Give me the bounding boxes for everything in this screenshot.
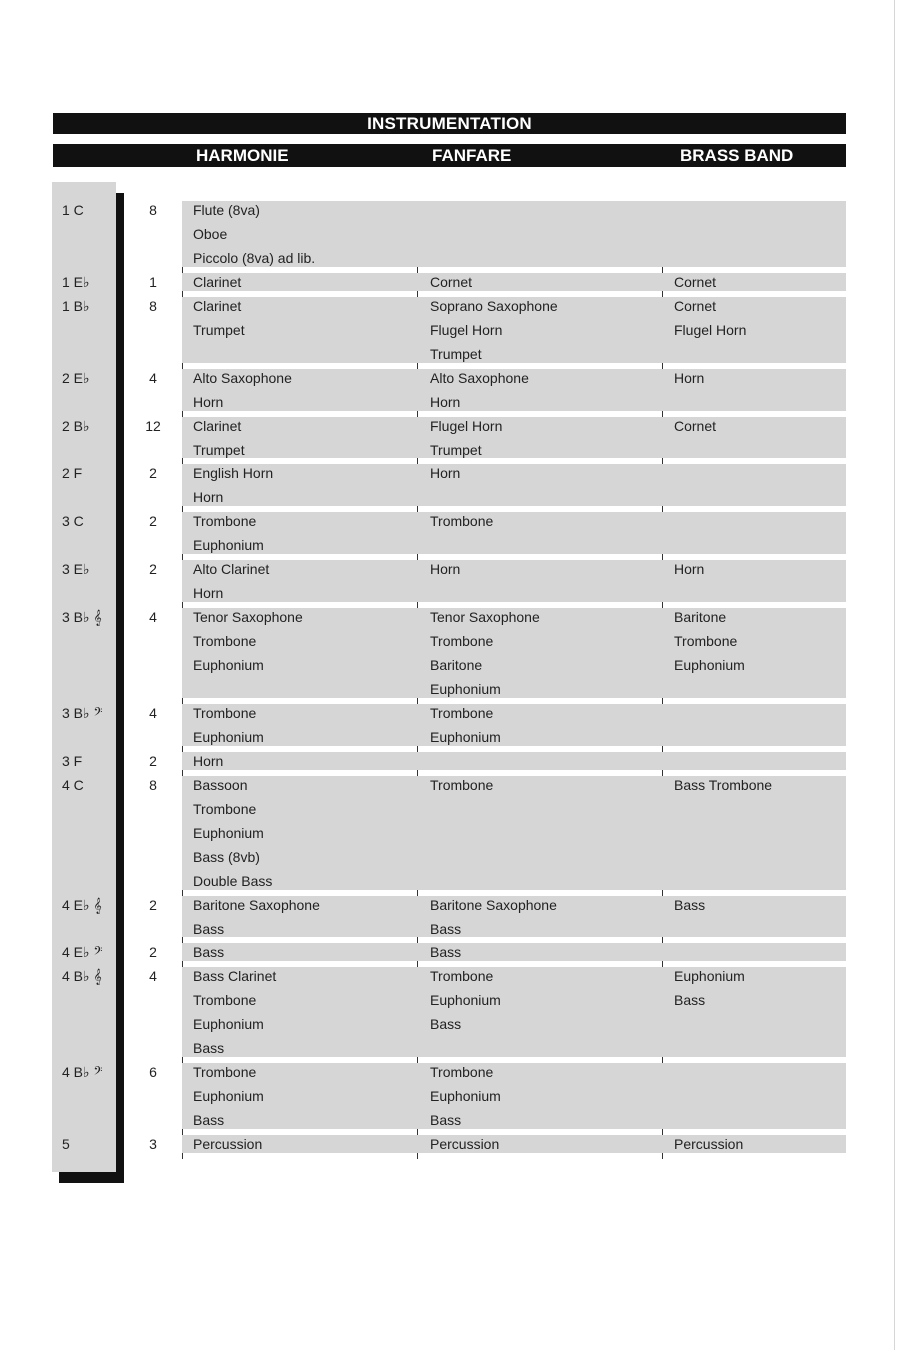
instrument-name: Piccolo (8va) ad lib. (193, 250, 316, 266)
instrument-name: Euphonium (193, 824, 264, 841)
instrument-name: Bass Clarinet (193, 968, 277, 985)
instrument-name: Bass (674, 992, 706, 1009)
instrument-name: Euphonium (430, 992, 501, 1009)
part-key: 1 E♭ (62, 273, 90, 290)
cell-fanfare (430, 366, 529, 414)
instrument-name: Horn (430, 393, 461, 410)
instrument-name: Horn (193, 393, 224, 410)
instrument-name: Trombone (430, 968, 494, 985)
instrument-name: Bass (193, 1040, 225, 1057)
instrument-name: Euphonium (430, 728, 501, 745)
part-key: 4 B♭ 𝄢 (62, 1064, 103, 1081)
instrument-name: Trombone (430, 776, 494, 793)
table-row-background (182, 1135, 846, 1153)
cell-fanfare (430, 461, 460, 485)
instrument-name: Horn (193, 585, 224, 602)
instrument-name: Horn (674, 561, 705, 578)
key-column-footer-bar (59, 1172, 124, 1183)
instrument-name: Flugel Horn (430, 417, 503, 434)
part-count: 8 (149, 776, 157, 793)
instrument-name: Trumpet (193, 321, 245, 338)
part-count: 2 (149, 944, 157, 961)
cell-fanfare (430, 270, 472, 294)
cell-fanfare (430, 701, 501, 749)
instrument-name: Trombone (674, 633, 738, 650)
header-harmonie: HARMONIE (196, 146, 289, 165)
instrument-name: Soprano Saxophone (430, 297, 558, 314)
cell-fanfare (430, 414, 502, 462)
instrument-name: Bass (193, 944, 225, 961)
cell-harmonie (193, 1132, 262, 1156)
instrument-name: Trombone (193, 704, 257, 721)
table-row-background (182, 560, 846, 602)
instrument-name: Bass (430, 1016, 462, 1033)
part-key: 3 C (62, 513, 84, 530)
instrument-name: Percussion (193, 1136, 263, 1153)
part-count: 4 (149, 609, 157, 626)
instrument-name: Bass (674, 896, 706, 913)
part-key: 3 F (62, 752, 83, 769)
part-key: 5 (62, 1136, 70, 1153)
instrument-name: Trumpet (193, 441, 245, 458)
cell-harmonie (193, 557, 269, 605)
part-key: 3 B♭ 𝄞 (62, 609, 102, 626)
table-row-background (182, 464, 846, 506)
instrument-name: Baritone (430, 657, 483, 674)
part-key: 3 B♭ 𝄢 (62, 704, 103, 721)
instrument-name: Horn (674, 369, 705, 386)
instrument-name: Euphonium (430, 1088, 501, 1105)
instrument-name: Baritone Saxophone (193, 896, 320, 913)
instrument-name: English Horn (193, 465, 274, 482)
instrument-name: Flugel Horn (430, 321, 503, 338)
instrument-name: Percussion (430, 1136, 500, 1153)
cell-harmonie (193, 940, 224, 964)
instrument-name: Euphonium (674, 657, 745, 674)
part-count: 2 (149, 465, 157, 482)
table-row-background (182, 512, 846, 554)
cell-harmonie (193, 893, 320, 941)
cell-harmonie (193, 773, 272, 893)
instrument-name: Euphonium (430, 681, 501, 698)
cell-brass-band (674, 773, 772, 797)
cell-brass-band (674, 366, 704, 390)
instrument-name: Euphonium (193, 657, 264, 674)
cell-fanfare (430, 773, 493, 797)
instrument-name: Trumpet (430, 441, 482, 458)
cell-harmonie (193, 461, 273, 509)
cell-fanfare (430, 940, 461, 964)
cell-fanfare (430, 1132, 499, 1156)
part-count: 8 (149, 297, 157, 314)
part-key: 3 E♭ (62, 561, 90, 578)
table-row-background (182, 943, 846, 961)
instrument-name: Trombone (193, 513, 257, 530)
instrumentation-title: INSTRUMENTATION (53, 113, 846, 134)
instrument-name: Bass Trombone (674, 776, 773, 793)
key-column-divider (116, 193, 124, 1183)
cell-brass-band (674, 270, 716, 294)
part-key: 4 E♭ 𝄢 (62, 944, 103, 961)
instrument-name: Euphonium (193, 1088, 264, 1105)
instrument-name: Trombone (193, 1064, 257, 1081)
cell-fanfare (430, 893, 557, 941)
part-count: 4 (149, 704, 157, 721)
header-brass-band: BRASS BAND (680, 146, 794, 165)
part-count: 2 (149, 561, 157, 578)
cell-harmonie (193, 294, 245, 342)
instrumentation-table (182, 201, 846, 1159)
cell-brass-band (674, 605, 745, 677)
instrument-name: Horn (193, 489, 224, 506)
instrument-name: Trombone (430, 704, 494, 721)
instrument-name: Horn (430, 561, 461, 578)
cell-brass-band (674, 414, 716, 438)
instrument-name: Horn (193, 752, 224, 769)
instrument-name: Cornet (674, 297, 717, 314)
cell-fanfare (430, 605, 540, 701)
cell-fanfare (430, 294, 558, 366)
cell-brass-band (674, 1132, 743, 1156)
part-key: 2 F (62, 465, 83, 482)
cell-brass-band (674, 557, 704, 581)
cell-fanfare (430, 1060, 501, 1132)
instrument-name: Clarinet (193, 273, 242, 290)
instrument-name: Euphonium (193, 1016, 264, 1033)
part-key: 1 C (62, 202, 84, 218)
instrument-name: Tenor Saxophone (193, 609, 303, 626)
instrument-name: Trombone (430, 1064, 494, 1081)
instrument-name: Tenor Saxophone (430, 609, 540, 626)
instrument-name: Bass (193, 1112, 225, 1129)
cell-harmonie (193, 198, 315, 270)
instrument-name: Clarinet (193, 297, 242, 314)
cell-harmonie (193, 270, 241, 294)
instrument-name: Percussion (674, 1136, 744, 1153)
part-key: 4 E♭ 𝄞 (62, 896, 102, 913)
instrument-name: Cornet (430, 273, 473, 290)
cell-harmonie (193, 366, 292, 414)
cell-harmonie (193, 414, 245, 462)
part-count: 6 (149, 1064, 157, 1081)
instrument-name: Flugel Horn (674, 321, 747, 338)
instrument-name: Trombone (193, 633, 257, 650)
instrument-name: Alto Clarinet (193, 561, 270, 578)
cell-harmonie (193, 605, 303, 677)
instrument-name: Trombone (430, 513, 494, 530)
instrument-name: Bass (8vb) (193, 848, 260, 865)
instrument-name: Baritone (674, 609, 727, 626)
part-key: 2 E♭ (62, 369, 90, 386)
part-count: 12 (145, 417, 161, 434)
cell-harmonie (193, 701, 264, 749)
instrument-name: Trombone (430, 633, 494, 650)
part-count: 4 (149, 369, 157, 386)
part-key: 2 B♭ (62, 417, 90, 434)
instrument-name: Alto Saxophone (430, 369, 529, 386)
part-key: 4 C (62, 776, 84, 793)
instrument-name: Oboe (193, 226, 228, 242)
table-row-background (182, 752, 846, 770)
instrument-name: Cornet (674, 273, 717, 290)
instrument-name: Double Bass (193, 872, 273, 889)
instrument-name: Clarinet (193, 417, 242, 434)
part-key: 1 B♭ (62, 297, 90, 314)
instrument-name: Bass (430, 920, 462, 937)
table-row-background (182, 704, 846, 746)
cell-brass-band (674, 964, 745, 1012)
instrument-name: Bassoon (193, 776, 248, 793)
part-count: 2 (149, 896, 157, 913)
instrument-name: Bass (430, 1112, 462, 1129)
instrument-name: Alto Saxophone (193, 369, 292, 386)
instrument-name: Cornet (674, 417, 717, 434)
instrument-name: Trombone (193, 992, 257, 1009)
part-count: 3 (149, 1136, 157, 1153)
part-count: 8 (149, 202, 157, 218)
cell-harmonie (193, 964, 276, 1060)
cell-fanfare (430, 964, 501, 1036)
instrument-name: Bass (430, 944, 462, 961)
instrument-name: Trombone (193, 800, 257, 817)
instrument-name: Euphonium (674, 968, 745, 985)
cell-fanfare (430, 509, 493, 533)
page-edge-line (894, 0, 895, 1350)
instrument-name: Euphonium (193, 728, 264, 745)
part-count: 1 (149, 273, 157, 290)
table-row-background (182, 1063, 846, 1129)
cell-brass-band (674, 294, 746, 342)
header-fanfare: FANFARE (432, 146, 512, 165)
column-headers (53, 144, 846, 167)
cell-harmonie (193, 509, 264, 557)
cell-brass-band (674, 893, 705, 917)
instrument-name: Trumpet (430, 345, 482, 362)
part-count: 4 (149, 968, 157, 985)
part-count: 2 (149, 513, 157, 530)
cell-harmonie (193, 1060, 264, 1132)
cell-fanfare (430, 557, 460, 581)
key-column-panel (52, 182, 116, 1172)
table-row-background (182, 273, 846, 291)
instrument-name: Horn (430, 465, 461, 482)
part-count: 2 (149, 752, 157, 769)
table-row-background (182, 967, 846, 1057)
instrument-name: Baritone Saxophone (430, 896, 557, 913)
instrument-name: Bass (193, 920, 225, 937)
instrument-name: Euphonium (193, 537, 264, 554)
part-key: 4 B♭ 𝄞 (62, 968, 102, 985)
cell-harmonie (193, 749, 223, 773)
instrument-name: Flute (8va) (193, 202, 260, 218)
table-row-background (182, 417, 846, 459)
